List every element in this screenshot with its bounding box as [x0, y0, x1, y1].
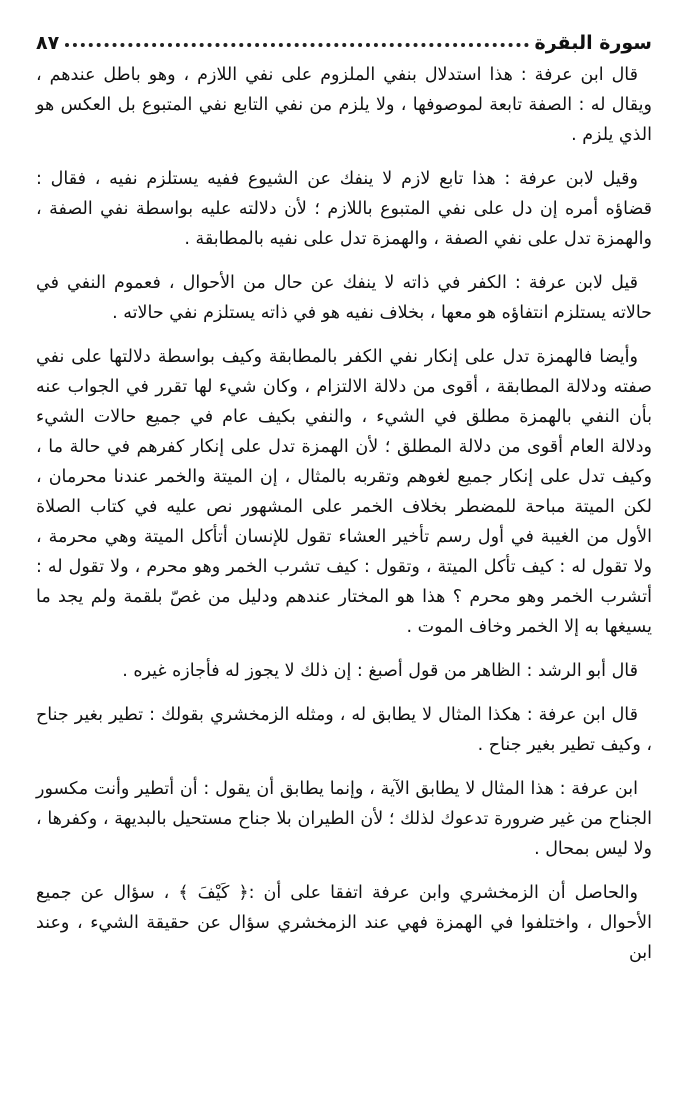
paragraph: قيل لابن عرفة : الكفر في ذاته لا ينفك عن حال من الأحوال ، فعموم النفي في حالاته يستلزم انتفاؤه هو معها ، بخلاف نفيه هو في ذاته يستلزم نفي حالاته .	[36, 273, 652, 323]
paragraph: قال ابن عرفة : هكذا المثال لا يطابق له ، ومثله الزمخشري بقولك : تطير بغير جناح ، وكيف تطير بغير جناح .	[36, 705, 652, 755]
page-header	[36, 26, 652, 60]
paragraph: وقيل لابن عرفة : هذا تابع لازم لا ينفك عن الشيوع ففيه يستلزم نفيه ، فقال : قضاؤه أمره إن دل على نفي المتبوع باللازم ؛ لأن دلالته عليه بواسطة نفي الصفة ، والهمزة تدل على نفي الصفة ، والهمزة تدل على نفيه بالمطابقة .	[36, 169, 652, 249]
paragraph: والحاصل أن الزمخشري وابن عرفة اتفقا على أن :﴿ كَيْفَ ﴾ ، سؤال عن جميع الأحوال ، واختلفوا في الهمزة فهي عند الزمخشري سؤال عن حقيقة الشيء ، وعند ابن	[36, 883, 652, 963]
paragraph: ابن عرفة : هذا المثال لا يطابق الآية ، وإنما يطابق أن يقول : أن أتطير وأنت مكسور الجناح من غير ضرورة تدعوك لذلك ؛ لأن الطيران بلا جناح مستحيل بالبديهة ، وكفرها ، ولا ليس بمحال .	[36, 779, 652, 859]
paragraph: قال أبو الرشد : الظاهر من قول أصبغ : إن ذلك لا يجوز له فأجازه غيره .	[122, 661, 638, 681]
page-number: ٨٧	[36, 32, 60, 54]
paragraph: وأيضا فالهمزة تدل على إنكار نفي الكفر بالمطابقة وكيف بواسطة دلالتها على نفي صفته ودلالة المطابقة ، أقوى من دلالة الالتزام ، وكان شيء لها تقرر في الجواب عنه بأن النفي بالهمزة مطلق في الشيء ، والنفي بكيف عام في جميع حالات الشيء ودلالة العام أقوى من دلالة المطلق ؛ لأن الهمزة تدل على إنكار كفرهم في حالة ما ، وكيف تدل على إنكار جميع لغوهم وتقربه بالمثال ، إن الميتة والخمر عندنا محرمان ، لكن الميتة مباحة للمضطر بخلاف الخمر على المشهور نص عليه في كتاب الصلاة الأول من الغيبة في أول رسم تأخير العشاء تقول للإنسان أتأكل الميتة وهي محرمة ، ولا تقول له : كيف تأكل الميتة ، وتقول : كيف تشرب الخمر وهو محرم ، ولا تقول له : أتشرب الخمر وهو محرم ؟ هذا هو المختار عندهم ودليل من غصّ بلقمة ولم يجد ما يسيغها به إلا الخمر وخاف الموت .	[36, 347, 652, 637]
paragraph: قال ابن عرفة : هذا استدلال بنفي الملزوم على نفي اللازم ، وهو باطل عندهم ، ويقال له : الصفة تابعة لموصوفها ، ولا يلزم من نفي التابع نفي المتبوع بل العكس هو الذي يلزم .	[36, 65, 652, 145]
header-dotted-rule	[65, 43, 528, 47]
surah-title: سورة البقرة	[534, 32, 652, 54]
